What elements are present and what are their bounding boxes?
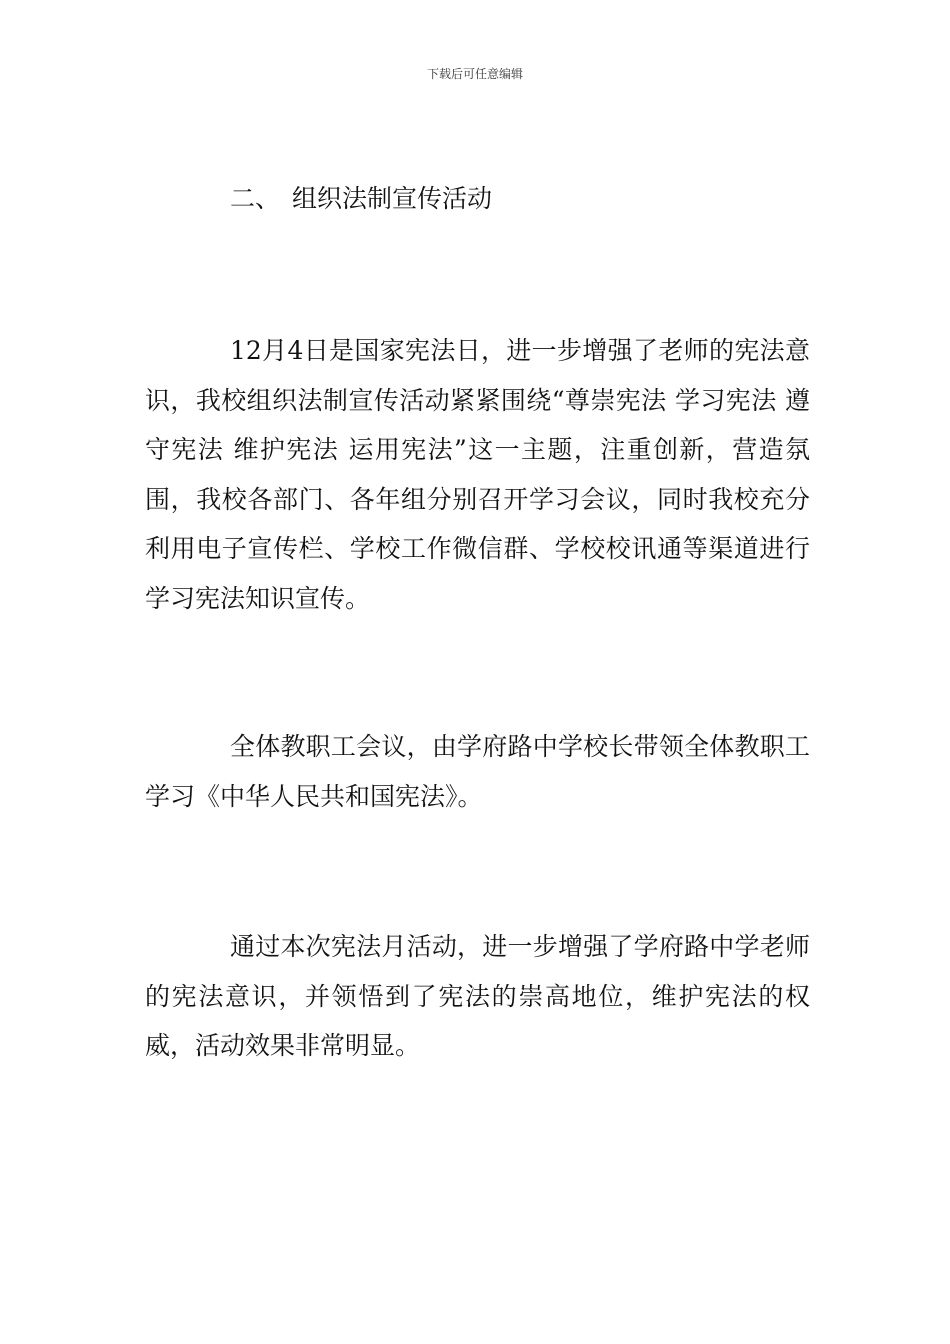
section-number: 二、 [230,184,281,213]
page-header-note: 下载后可任意编辑 [426,67,523,81]
paragraph-activity-summary: 通过本次宪法月活动，进一步增强了学府路中学老师的宪法意识，并领悟到了宪法的崇高地位，维护宪法的权威，活动效果非常明显。 [145,932,810,1060]
paragraph-constitution-day: 12月4日是国家宪法日，进一步增强了老师的宪法意识，我校组织法制宣传活动紧紧围绕“尊崇宪法 学习宪法 遵守宪法 维护宪法 运用宪法”这一主题，注重创新，营造氛围，我校各部门、各年组分别召开学习会议，同时我校充分利用电子宣传栏、学校工作微信群、学校校讯通等渠道进行学习宪法知识宣传。 [145,336,810,613]
section-title: 组织法制宣传活动 [292,184,493,213]
paragraph-staff-meeting: 全体教职工会议，由学府路中学校长带领全体教职工学习《中华人民共和国宪法》。 [145,732,810,811]
section-heading [230,182,492,216]
